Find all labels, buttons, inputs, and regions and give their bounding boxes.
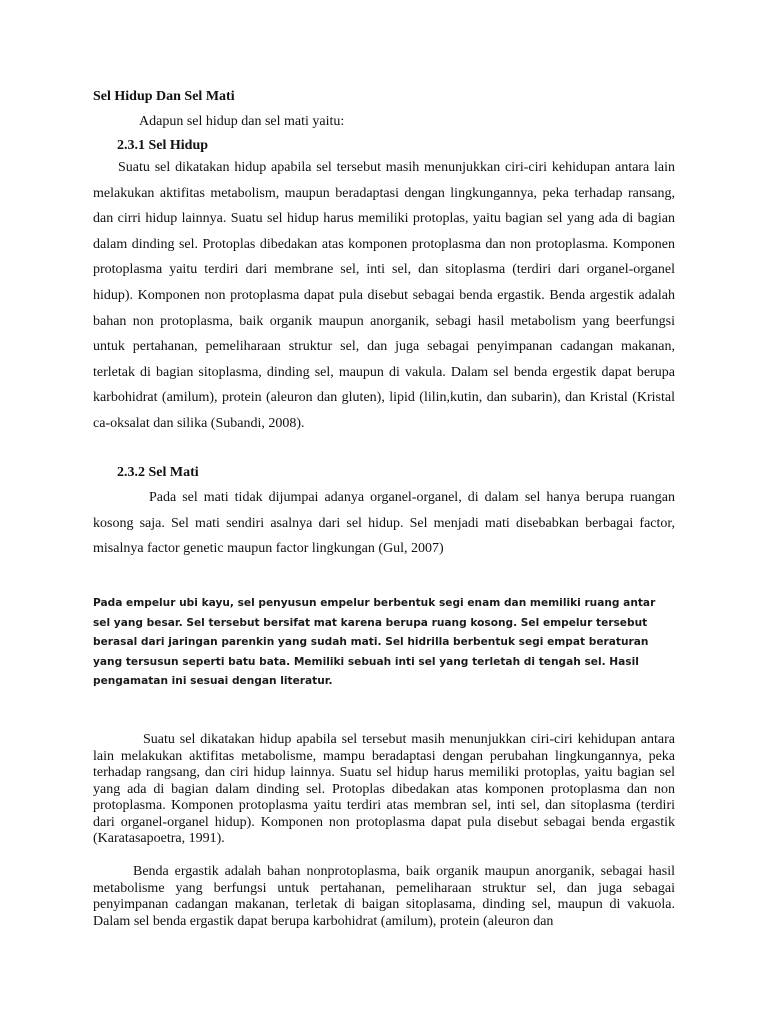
observation-paragraph: Pada empelur ubi kayu, sel penyusun empelur berbentuk segi enam dan memiliki ruang antar sel yang besar. Sel tersebut bersifat mat karena berupa ruang kosong. Sel empelur tersebut berasal dari jaringan parenkin yang sudah mati. Sel hidrilla berbentuk segi empat beraturan yang tersusun seperti batu bata. Memiliki sebuah inti sel yang terletah di tengah sel. Hasil pengamatan ini sesuai dengan literatur. bbox=[93, 597, 656, 687]
document-title: Sel Hidup Dan Sel Mati bbox=[93, 89, 235, 104]
section-heading-sel-mati: 2.3.2 Sel Mati bbox=[117, 465, 199, 480]
section-heading-sel-hidup: 2.3.1 Sel Hidup bbox=[117, 138, 209, 153]
lower-paragraph-2: Benda ergastik adalah bahan nonprotoplasma, baik organik maupun anorganik, sebagai hasil metabolisme yang berfungsi untuk pertahanan, pemeliharaan struktur sel, dan juga sebagai penyimpanan cadangan makanan, terletak di baigan sitoplasama, dinding sel, maupun di vakuola. Dalam sel benda ergastik dapat berupa karbohidrat (amilum), protein (aleuron dan bbox=[93, 864, 675, 929]
intro-text: Adapun sel hidup dan sel mati yaitu: bbox=[139, 114, 345, 129]
sel-hidup-paragraph: Suatu sel dikatakan hidup apabila sel tersebut masih menunjukkan ciri-ciri kehidupan antara lain melakukan aktifitas metabolism, maupun beradaptasi dengan lingkungannya, peka terhadap ransang, dan cirri hidup lainnya. Suatu sel hidup harus memiliki protoplas, yaitu bagian sel yang ada di bagian dalam dinding sel. Protoplas dibedakan atas komponen protoplasma dan non protoplasma. Komponen protoplasma yaitu terdiri dari membrane sel, inti sel, dan sitoplasma (terdiri dari organel-organel hidup). Komponen non protoplasma dapat pula disebut sebagai benda ergastik. Benda argestik adalah bahan non protoplasma, baik organik maupun anorganik, sebagi hasil metabolism yang beerfungsi untuk pertahanan, pemeliharaan struktur sel, dan juga sebagai penyimpanan cadangan makanan, terletak di bagian sitoplasma, dinding sel, maupun di vakula. Dalam sel benda ergestik dapat berupa karbohidrat (amilum), protein (aleuron dan gluten), lipid (lilin,kutin, dan subarin), dan Kristal (Kristal ca-oksalat dan silika (Subandi, 2008). bbox=[93, 160, 675, 431]
sel-mati-paragraph: Pada sel mati tidak dijumpai adanya organel-organel, di dalam sel hanya berupa ruangan kosong saja. Sel mati sendiri asalnya dari sel hidup. Sel menjadi mati disebabkan berbagai factor, misalnya factor genetic maupun factor lingkungan (Gul, 2007) bbox=[93, 490, 675, 557]
lower-paragraph-1: Suatu sel dikatakan hidup apabila sel tersebut masih menunjukkan ciri-ciri kehidupan antara lain melakukan aktifitas metabolisme, mampu beradaptasi dengan perubahan lingkungannya, peka terhadap rangsang, dan ciri hidup lainnya. Suatu sel hidup harus memiliki protoplas, yaitu bagian sel yang ada di bagian dalam dinding sel. Protoplas dibedakan atas komponen protoplasma dan non protoplasma. Komponen protoplasma yaitu terdiri atas membran sel, inti sel, dan sitoplasma (terdiri dari organel-organel hidup). Komponen non protoplasma dapat pula disebut sebagai benda ergastik (Karatasapoetra, 1991). bbox=[93, 732, 675, 846]
